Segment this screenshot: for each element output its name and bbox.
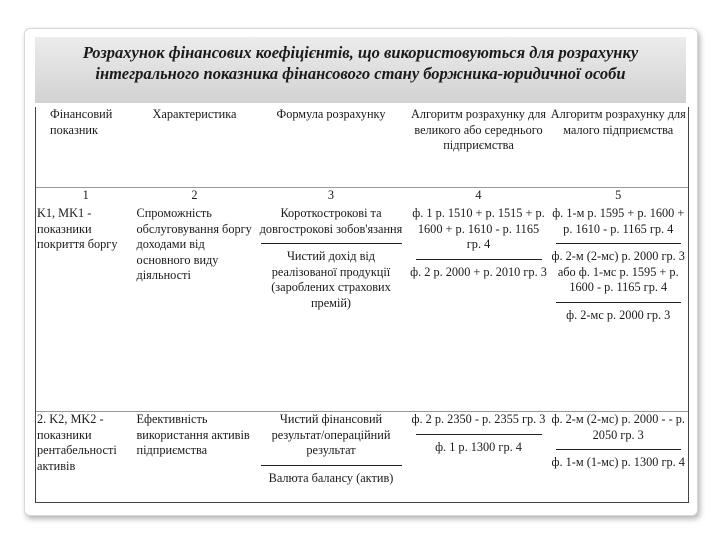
column-header: Алгоритм розрахунку для малого підприємства <box>549 107 689 188</box>
column-header: Алгоритм розрахунку для великого або середнього підприємства <box>410 107 547 153</box>
indicator-cell: 2. K2, MK2 - показники рентабельності активів <box>36 412 136 503</box>
title-bar <box>35 37 686 103</box>
algorithm-denominator: ф. 2-м (2-мс) р. 2000 гр. 3 або ф. 1-мс р. 1595 + р. 1600 - р. 1165 гр. 4 <box>551 249 685 295</box>
column-number: 1 <box>36 188 136 207</box>
algorithm-small-cell <box>549 412 689 503</box>
fraction-line <box>556 302 682 303</box>
algorithm-denominator-alt: ф. 2-мс р. 2000 гр. 3 <box>566 307 671 322</box>
table-row <box>36 206 689 412</box>
formula-numerator: Короткострокові та довгострокові зобов'язання <box>259 206 403 236</box>
algorithm-large-cell <box>409 206 549 412</box>
fraction-line <box>416 259 542 260</box>
algorithm-numerator: ф. 1-м р. 1595 + р. 1600 + р. 1610 - р. 1165 гр. 4 <box>552 206 685 236</box>
slide-frame <box>24 28 698 516</box>
fraction-line <box>556 449 682 450</box>
algorithm-numerator: ф. 2 р. 2350 - р. 2355 гр. 3 <box>411 412 546 426</box>
table-row <box>36 412 689 503</box>
indicator-cell: K1, MK1 - показники покриття боргу <box>36 206 136 412</box>
algorithm-denominator: ф. 1 р. 1300 гр. 4 <box>435 439 522 454</box>
coefficients-table <box>35 107 689 503</box>
column-number: 2 <box>136 188 254 207</box>
formula-denominator: Чистий дохід від реалізованої продукції (зароблених страхових премій) <box>271 249 391 310</box>
column-number: 5 <box>549 188 689 207</box>
fraction-line <box>416 434 542 435</box>
column-header: Характеристика <box>152 107 237 121</box>
algorithm-large-cell <box>409 412 549 503</box>
title-line-1: Розрахунок фінансових коефіцієнтів, що використовуються для розрахунку <box>82 43 639 62</box>
fraction-line <box>556 243 682 244</box>
characteristic-cell: Спроможність обслуговування боргу доходами від основного виду діяльності <box>136 206 252 283</box>
formula-cell <box>254 412 409 503</box>
title-line-2: інтегрального показника фінансового стану боржника-юридичної особи <box>95 64 626 83</box>
fraction-line <box>261 243 402 244</box>
formula-cell <box>254 206 409 412</box>
column-number-row <box>36 188 689 207</box>
formula-denominator: Валюта балансу (актив) <box>268 470 394 485</box>
column-number: 4 <box>409 188 549 207</box>
column-header: Фінансовий показник <box>36 107 136 188</box>
algorithm-numerator: ф. 1 р. 1510 + р. 1515 + р. 1600 + р. 1610 - р. 1165 гр. 4 <box>412 206 545 252</box>
table-header-row <box>36 107 689 188</box>
algorithm-small-cell <box>549 206 689 412</box>
page-title <box>35 42 686 84</box>
fraction-line <box>261 465 402 466</box>
algorithm-denominator: ф. 1-м (1-мс) р. 1300 гр. 4 <box>551 455 685 470</box>
column-number: 3 <box>254 188 409 207</box>
algorithm-denominator: ф. 2 р. 2000 + р. 2010 гр. 3 <box>410 264 547 279</box>
column-header: Формула розрахунку <box>276 107 386 121</box>
characteristic-cell: Ефективність використання активів підприємства <box>136 412 254 503</box>
algorithm-numerator: ф. 2-м (2-мс) р. 2000 - - р. 2050 гр. 3 <box>551 412 685 442</box>
formula-numerator: Чистий фінансовий результат/операційний результат <box>271 412 391 458</box>
